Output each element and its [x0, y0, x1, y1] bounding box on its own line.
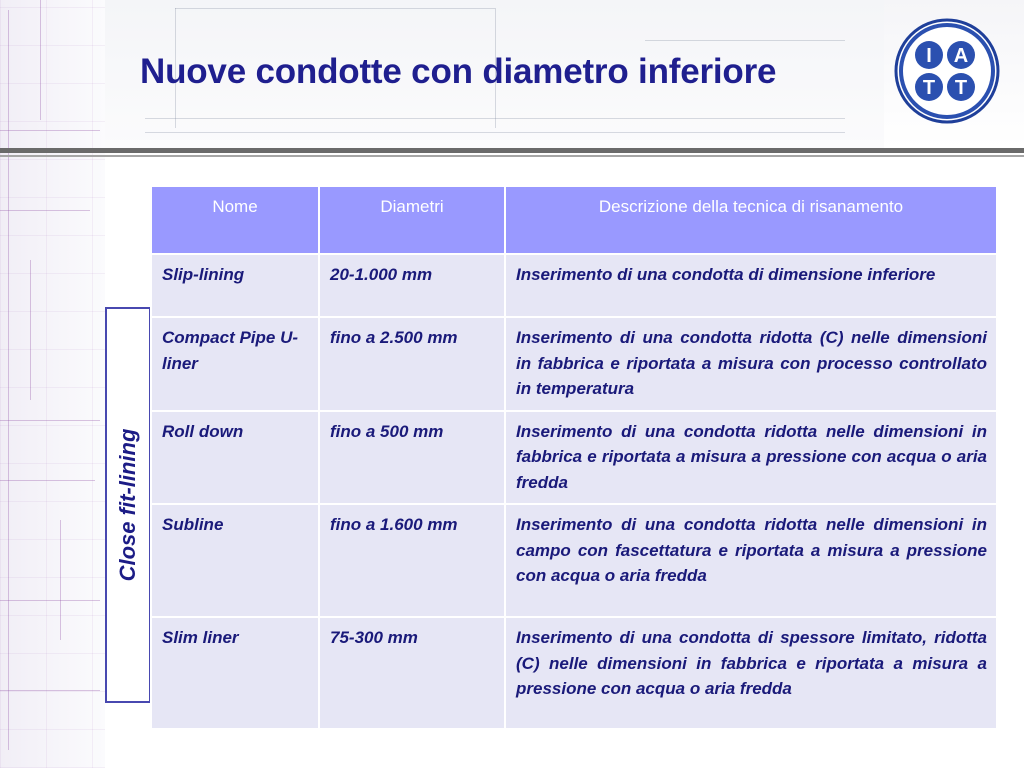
table-row: [151, 617, 997, 729]
table-row: [151, 317, 997, 411]
logo-letter-4: T: [954, 77, 968, 99]
cell-descrizione: Inserimento di una condotta di dimensione inferiore: [505, 254, 997, 317]
cell-diametri: 75-300 mm: [319, 617, 505, 729]
cell-nome: Compact Pipe U-liner: [151, 317, 319, 411]
slide-title: Nuove condotte con diametro inferiore: [140, 52, 777, 91]
header-divider: [0, 148, 1024, 153]
logo-letter-3: T: [922, 77, 936, 99]
cell-nome: Subline: [151, 504, 319, 617]
cell-diametri: fino a 500 mm: [319, 411, 505, 505]
table-row: [151, 254, 997, 317]
cell-descrizione: Inserimento di una condotta di spessore limitato, ridotta (C) nelle dimensioni in fabbrica e riportata a misura a pressione con acqua o aria fredda: [505, 617, 997, 729]
cell-nome: Slim liner: [151, 617, 319, 729]
close-fit-lining-label: Close fit-lining: [115, 428, 140, 582]
cell-descrizione: Inserimento di una condotta ridotta (C) nelle dimensioni in fabbrica e riportata a misura con processo controllato in temperatura: [505, 317, 997, 411]
header-diametri: Diametri: [319, 186, 505, 254]
cell-diametri: fino a 1.600 mm: [319, 504, 505, 617]
table-row: [151, 411, 997, 505]
cell-nome: Slip-lining: [151, 254, 319, 317]
header-nome: Nome: [151, 186, 319, 254]
logo-letter-2: A: [953, 45, 969, 67]
iatt-logo: [894, 18, 1000, 124]
cell-diametri: fino a 2.500 mm: [319, 317, 505, 411]
cell-descrizione: Inserimento di una condotta ridotta nelle dimensioni in campo con fascettatura e riportata a misura a pressione con acqua o aria fredda: [505, 504, 997, 617]
blueprint-background-left: [0, 0, 105, 768]
table-row: [151, 504, 997, 617]
table-header-row: [151, 186, 997, 254]
cell-nome: Roll down: [151, 411, 319, 505]
techniques-table: [150, 185, 998, 730]
cell-diametri: 20-1.000 mm: [319, 254, 505, 317]
close-fit-lining-group-box: [105, 307, 151, 703]
cell-descrizione: Inserimento di una condotta ridotta nelle dimensioni in fabbrica e riportata a misura a pressione con acqua o aria fredda: [505, 411, 997, 505]
header-divider-thin: [0, 155, 1024, 157]
header-descrizione: Descrizione della tecnica di risanamento: [505, 186, 997, 254]
logo-letter-1: I: [926, 45, 932, 67]
